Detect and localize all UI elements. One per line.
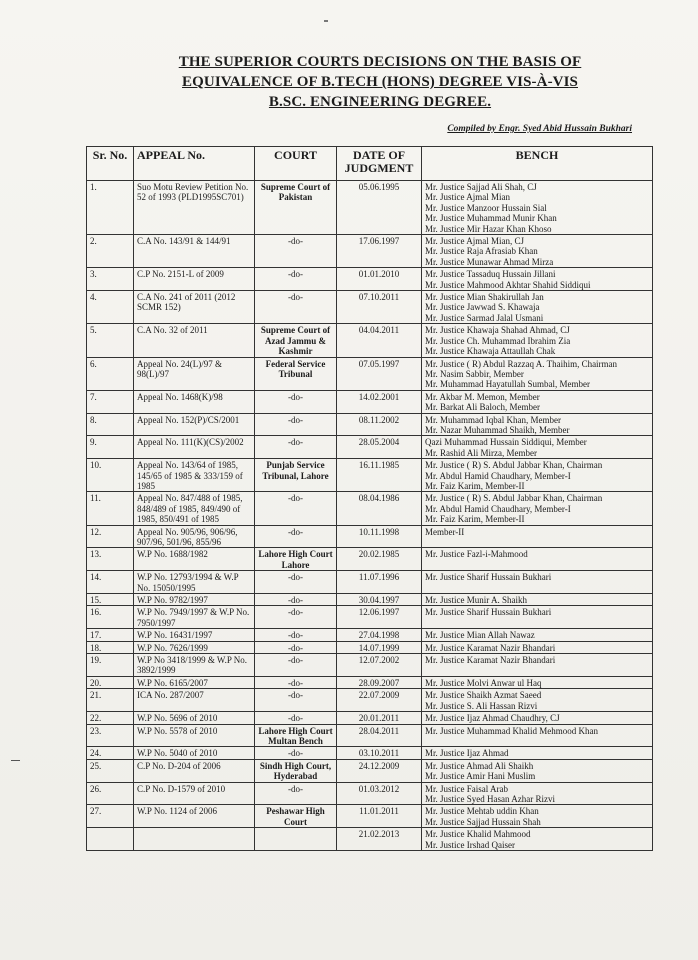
court-cell: -do- <box>255 689 337 712</box>
bench-cell <box>422 654 653 677</box>
appeal-cell: W.P No 3418/1999 & W.P No. 3892/1999 <box>134 654 255 677</box>
court-cell: -do- <box>255 606 337 629</box>
table-row <box>87 724 653 747</box>
court-cell: Peshawar High Court <box>255 805 337 828</box>
sr-cell: 11. <box>87 492 134 525</box>
appeal-cell: Appeal No. 1468(K)/98 <box>134 390 255 413</box>
table-row <box>87 782 653 805</box>
bench-member: Mr. Justice Fazl-i-Mahmood <box>425 549 528 560</box>
sr-cell: 4. <box>87 291 134 324</box>
bench-member: Mr. Justice Ajmal Mian <box>425 192 510 203</box>
bench-cell <box>422 235 653 268</box>
table-row <box>87 548 653 571</box>
court-cell: -do- <box>255 641 337 653</box>
date-cell: 11.07.1996 <box>337 571 422 594</box>
bench-cell <box>422 390 653 413</box>
bench-member: Mr. Justice Mian Allah Nawaz <box>425 630 535 641</box>
sr-cell: 1. <box>87 181 134 235</box>
appeal-cell: W.P No. 1688/1982 <box>134 548 255 571</box>
date-cell: 01.01.2010 <box>337 268 422 291</box>
table-row <box>87 357 653 390</box>
bench-member: Mr. Akbar M. Memon, Member <box>425 391 540 402</box>
appeal-cell: C.P No. D-204 of 2006 <box>134 759 255 782</box>
bench-member: Mr. Justice Sharif Hussain Bukhari <box>425 572 552 583</box>
bench-member: Mr. Nazar Muhammad Shaikh, Member <box>425 424 570 435</box>
sr-cell: 7. <box>87 390 134 413</box>
speck-mark <box>324 20 328 22</box>
date-cell: 30.04.1997 <box>337 594 422 606</box>
appeal-cell: W.P No. 16431/1997 <box>134 629 255 641</box>
date-cell: 27.04.1998 <box>337 629 422 641</box>
bench-member: Mr. Justice Mir Hazar Khan Khoso <box>425 223 552 234</box>
title-line-2: EQUIVALENCE OF B.TECH (HONS) DEGREE VIS-À-VIS <box>182 74 578 90</box>
bench-member: Mr. Justice Ahmad Ali Shaikh <box>425 760 534 771</box>
court-cell: -do- <box>255 268 337 291</box>
sr-cell: 25. <box>87 759 134 782</box>
sr-cell: 12. <box>87 525 134 548</box>
bench-member: Mr. Justice ( R) S. Abdul Jabbar Khan, Chairman <box>425 460 603 471</box>
table-row <box>87 390 653 413</box>
bench-cell <box>422 782 653 805</box>
bench-member: Mr. Justice Khalid Mahmood <box>425 829 531 840</box>
sr-cell: 27. <box>87 805 134 828</box>
sr-cell <box>87 828 134 851</box>
bench-member: Mr. Justice Munawar Ahmad Mirza <box>425 256 554 267</box>
appeal-cell: Appeal No. 111(K)(CS)/2002 <box>134 436 255 459</box>
sr-cell: 2. <box>87 235 134 268</box>
sr-cell: 5. <box>87 324 134 357</box>
bench-cell <box>422 357 653 390</box>
margin-mark <box>11 760 20 761</box>
bench-member: Mr. Justice Raja Afrasiab Khan <box>425 246 538 257</box>
table-row <box>87 235 653 268</box>
bench-member: Mr. Justice Muhammad Munir Khan <box>425 213 557 224</box>
table-row <box>87 654 653 677</box>
table-row <box>87 291 653 324</box>
header-date: DATE OF JUDGMENT <box>337 147 422 181</box>
appeal-cell: C.P No. D-1579 of 2010 <box>134 782 255 805</box>
table-body <box>87 181 653 851</box>
sr-cell: 17. <box>87 629 134 641</box>
table-row <box>87 641 653 653</box>
court-cell: -do- <box>255 235 337 268</box>
date-cell: 20.01.2011 <box>337 712 422 724</box>
sr-cell: 8. <box>87 413 134 436</box>
bench-member: Mr. Faiz Karim, Member-II <box>425 480 525 491</box>
bench-member: Mr. Justice Irshad Qaiser <box>425 839 515 850</box>
appeal-cell: Appeal No. 24(L)/97 & 98(L)/97 <box>134 357 255 390</box>
bench-cell <box>422 676 653 688</box>
sr-cell: 14. <box>87 571 134 594</box>
bench-member: Mr. Justice S. Ali Hassan Rizvi <box>425 700 538 711</box>
court-cell: Federal Service Tribunal <box>255 357 337 390</box>
sr-cell: 20. <box>87 676 134 688</box>
bench-member: Member-II <box>425 526 465 537</box>
date-cell: 11.01.2011 <box>337 805 422 828</box>
bench-member: Mr. Justice Karamat Nazir Bhandari <box>425 655 556 666</box>
appeal-cell: C.A No. 143/91 & 144/91 <box>134 235 255 268</box>
title-line-3: B.SC. ENGINEERING DEGREE. <box>268 94 492 110</box>
date-cell: 07.10.2011 <box>337 291 422 324</box>
bench-member: Mr. Rashid Ali Mirza, Member <box>425 447 537 458</box>
date-cell: 28.09.2007 <box>337 676 422 688</box>
appeal-cell: ICA No. 287/2007 <box>134 689 255 712</box>
bench-member: Mr. Justice Molvi Anwar ul Haq <box>425 677 542 688</box>
bench-member: Mr. Abdul Hamid Chaudhary, Member-I <box>425 503 571 514</box>
sr-cell: 24. <box>87 747 134 759</box>
bench-member: Mr. Justice Mehtab uddin Khan <box>425 806 539 817</box>
appeal-cell: C.A No. 241 of 2011 (2012 SCMR 152) <box>134 291 255 324</box>
court-cell: Supreme Court of Pakistan <box>255 181 337 235</box>
table-header-row <box>87 147 653 181</box>
appeal-cell: W.P No. 1124 of 2006 <box>134 805 255 828</box>
bench-cell <box>422 525 653 548</box>
bench-member: Mr. Justice ( R) S. Abdul Jabbar Khan, Chairman <box>425 493 603 504</box>
table-row <box>87 571 653 594</box>
sr-cell: 3. <box>87 268 134 291</box>
appeal-cell: Appeal No. 152(P)/CS/2001 <box>134 413 255 436</box>
bench-member: Mr. Justice Tassaduq Hussain Jillani <box>425 269 556 280</box>
table-row <box>87 747 653 759</box>
judgments-table <box>86 146 653 851</box>
bench-cell <box>422 436 653 459</box>
bench-member: Mr. Justice Amir Hani Muslim <box>425 771 536 782</box>
appeal-cell: W.P No. 6165/2007 <box>134 676 255 688</box>
table-row <box>87 492 653 525</box>
bench-cell <box>422 459 653 492</box>
bench-cell <box>422 828 653 851</box>
date-cell: 12.07.2002 <box>337 654 422 677</box>
sr-cell: 6. <box>87 357 134 390</box>
appeal-cell: Appeal No. 905/96, 906/96, 907/96, 501/96, 855/96 <box>134 525 255 548</box>
court-cell: -do- <box>255 291 337 324</box>
court-cell: -do- <box>255 436 337 459</box>
bench-cell <box>422 594 653 606</box>
table-row <box>87 594 653 606</box>
table-row <box>87 436 653 459</box>
date-cell: 28.04.2011 <box>337 724 422 747</box>
bench-member: Mr. Faiz Karim, Member-II <box>425 514 525 525</box>
bench-member: Mr. Justice Muhammad Khalid Mehmood Khan <box>425 725 598 736</box>
compiled-by-note: Compiled by Engr. Syed Abid Hussain Bukhari <box>447 124 632 134</box>
bench-member: Mr. Justice Jawwad S. Khawaja <box>425 302 540 313</box>
appeal-cell: W.P No. 12793/1994 & W.P No. 15050/1995 <box>134 571 255 594</box>
sr-cell: 13. <box>87 548 134 571</box>
bench-member: Mr. Justice Munir A. Shaikh <box>425 595 528 606</box>
bench-cell <box>422 291 653 324</box>
bench-cell <box>422 571 653 594</box>
court-cell: -do- <box>255 571 337 594</box>
court-cell: -do- <box>255 594 337 606</box>
appeal-cell: C.P No. 2151-L of 2009 <box>134 268 255 291</box>
sr-cell: 15. <box>87 594 134 606</box>
table-row <box>87 805 653 828</box>
date-cell: 14.07.1999 <box>337 641 422 653</box>
date-cell: 14.02.2001 <box>337 390 422 413</box>
bench-member: Mr. Justice Syed Hasan Azhar Rizvi <box>425 793 555 804</box>
sr-cell: 23. <box>87 724 134 747</box>
bench-cell <box>422 712 653 724</box>
appeal-cell: W.P No. 7949/1997 & W.P No. 7950/1997 <box>134 606 255 629</box>
date-cell: 16.11.1985 <box>337 459 422 492</box>
table-row <box>87 413 653 436</box>
court-cell: Lahore High Court Multan Bench <box>255 724 337 747</box>
sr-cell: 9. <box>87 436 134 459</box>
bench-member: Mr. Muhammad Hayatullah Sumbal, Member <box>425 379 590 390</box>
table-row <box>87 181 653 235</box>
court-cell: -do- <box>255 492 337 525</box>
date-cell: 21.02.2013 <box>337 828 422 851</box>
sr-cell: 21. <box>87 689 134 712</box>
appeal-cell: Suo Motu Review Petition No. 52 of 1993 (PLD1995SC701) <box>134 181 255 235</box>
appeal-cell: Appeal No. 847/488 of 1985, 848/489 of 1985, 849/490 of 1985, 850/491 of 1985 <box>134 492 255 525</box>
bench-member: Mr. Barkat Ali Baloch, Member <box>425 402 540 413</box>
sr-cell: 22. <box>87 712 134 724</box>
court-cell: Lahore High Court Lahore <box>255 548 337 571</box>
table-row <box>87 689 653 712</box>
date-cell: 04.04.2011 <box>337 324 422 357</box>
bench-member: Mr. Justice Shaikh Azmat Saeed <box>425 690 542 701</box>
bench-cell <box>422 629 653 641</box>
date-cell: 01.03.2012 <box>337 782 422 805</box>
bench-member: Mr. Nasim Sabbir, Member <box>425 368 524 379</box>
bench-member: Mr. Justice Sajjad Ali Shah, CJ <box>425 182 537 192</box>
title-line-1: THE SUPERIOR COURTS DECISIONS ON THE BASIS OF <box>178 54 582 70</box>
appeal-cell: Appeal No. 143/64 of 1985, 145/65 of 1985 & 333/159 of 1985 <box>134 459 255 492</box>
table-row <box>87 525 653 548</box>
bench-member: Mr. Justice Khawaja Attaullah Chak <box>425 346 556 357</box>
court-cell: -do- <box>255 654 337 677</box>
court-cell: -do- <box>255 390 337 413</box>
court-cell: Punjab Service Tribunal, Lahore <box>255 459 337 492</box>
date-cell: 08.11.2002 <box>337 413 422 436</box>
table-row <box>87 606 653 629</box>
table-row <box>87 676 653 688</box>
date-cell: 08.04.1986 <box>337 492 422 525</box>
date-cell: 07.05.1997 <box>337 357 422 390</box>
document-title <box>150 52 610 112</box>
table-row <box>87 459 653 492</box>
court-cell: -do- <box>255 413 337 436</box>
appeal-cell <box>134 828 255 851</box>
court-cell <box>255 828 337 851</box>
bench-cell <box>422 492 653 525</box>
bench-member: Mr. Justice Sharif Hussain Bukhari <box>425 607 552 618</box>
appeal-cell: W.P No. 5040 of 2010 <box>134 747 255 759</box>
court-cell: -do- <box>255 712 337 724</box>
appeal-cell: W.P No. 9782/1997 <box>134 594 255 606</box>
sr-cell: 19. <box>87 654 134 677</box>
header-bench: BENCH <box>422 147 653 181</box>
date-cell: 22.07.2009 <box>337 689 422 712</box>
bench-member: Mr. Justice Ch. Muhammad Ibrahim Zia <box>425 335 571 346</box>
bench-member: Mr. Justice Khawaja Shahad Ahmad, CJ <box>425 325 570 336</box>
table-row <box>87 828 653 851</box>
bench-cell <box>422 606 653 629</box>
table-row <box>87 268 653 291</box>
header-sr: Sr. No. <box>87 147 134 181</box>
bench-member: Qazi Muhammad Hussain Siddiqui, Member <box>425 437 587 448</box>
table-row <box>87 759 653 782</box>
appeal-cell: W.P No. 7626/1999 <box>134 641 255 653</box>
date-cell: 12.06.1997 <box>337 606 422 629</box>
date-cell: 03.10.2011 <box>337 747 422 759</box>
court-cell: -do- <box>255 782 337 805</box>
bench-member: Mr. Justice Sarmad Jalal Usmani <box>425 312 544 323</box>
bench-cell <box>422 548 653 571</box>
date-cell: 20.02.1985 <box>337 548 422 571</box>
date-cell: 28.05.2004 <box>337 436 422 459</box>
bench-cell <box>422 689 653 712</box>
bench-member: Mr. Justice Ajmal Mian, CJ <box>425 236 524 247</box>
bench-member: Mr. Abdul Hamid Chaudhary, Member-I <box>425 470 571 481</box>
court-cell: Sindh High Court, Hyderabad <box>255 759 337 782</box>
table-row <box>87 629 653 641</box>
bench-member: Mr. Justice Mahmood Akhtar Shahid Siddiqui <box>425 279 591 290</box>
table-row <box>87 324 653 357</box>
court-cell: -do- <box>255 629 337 641</box>
date-cell: 10.11.1998 <box>337 525 422 548</box>
bench-member: Mr. Justice Manzoor Hussain Sial <box>425 202 547 213</box>
header-court: COURT <box>255 147 337 181</box>
bench-member: Mr. Muhammad Iqbal Khan, Member <box>425 414 561 425</box>
bench-member: Mr. Justice Mian Shakirullah Jan <box>425 292 544 303</box>
appeal-cell: W.P No. 5696 of 2010 <box>134 712 255 724</box>
bench-member: Mr. Justice ( R) Abdul Razzaq A. Thaihim, Chairman <box>425 358 618 369</box>
bench-member: Mr. Justice Karamat Nazir Bhandari <box>425 642 556 653</box>
appeal-cell: W.P No. 5578 of 2010 <box>134 724 255 747</box>
court-cell: Supreme Court of Azad Jammu & Kashmir <box>255 324 337 357</box>
bench-cell <box>422 181 653 235</box>
date-cell: 24.12.2009 <box>337 759 422 782</box>
court-cell: -do- <box>255 676 337 688</box>
bench-member: Mr. Justice Faisal Arab <box>425 783 508 794</box>
sr-cell: 18. <box>87 641 134 653</box>
appeal-cell: C.A No. 32 of 2011 <box>134 324 255 357</box>
bench-member: Mr. Justice Sajjad Hussain Shah <box>425 816 541 827</box>
bench-cell <box>422 747 653 759</box>
table-row <box>87 712 653 724</box>
sr-cell: 16. <box>87 606 134 629</box>
date-cell: 17.06.1997 <box>337 235 422 268</box>
bench-cell <box>422 268 653 291</box>
bench-cell <box>422 641 653 653</box>
bench-cell <box>422 724 653 747</box>
court-cell: -do- <box>255 525 337 548</box>
sr-cell: 26. <box>87 782 134 805</box>
bench-cell <box>422 413 653 436</box>
bench-cell <box>422 324 653 357</box>
bench-cell <box>422 759 653 782</box>
sr-cell: 10. <box>87 459 134 492</box>
bench-member: Mr. Justice Ijaz Ahmad Chaudhry, CJ <box>425 713 560 724</box>
court-cell: -do- <box>255 747 337 759</box>
date-cell: 05.06.1995 <box>337 181 422 235</box>
bench-cell <box>422 805 653 828</box>
bench-member: Mr. Justice Ijaz Ahmad <box>425 748 509 759</box>
header-appeal: APPEAL No. <box>134 147 255 181</box>
